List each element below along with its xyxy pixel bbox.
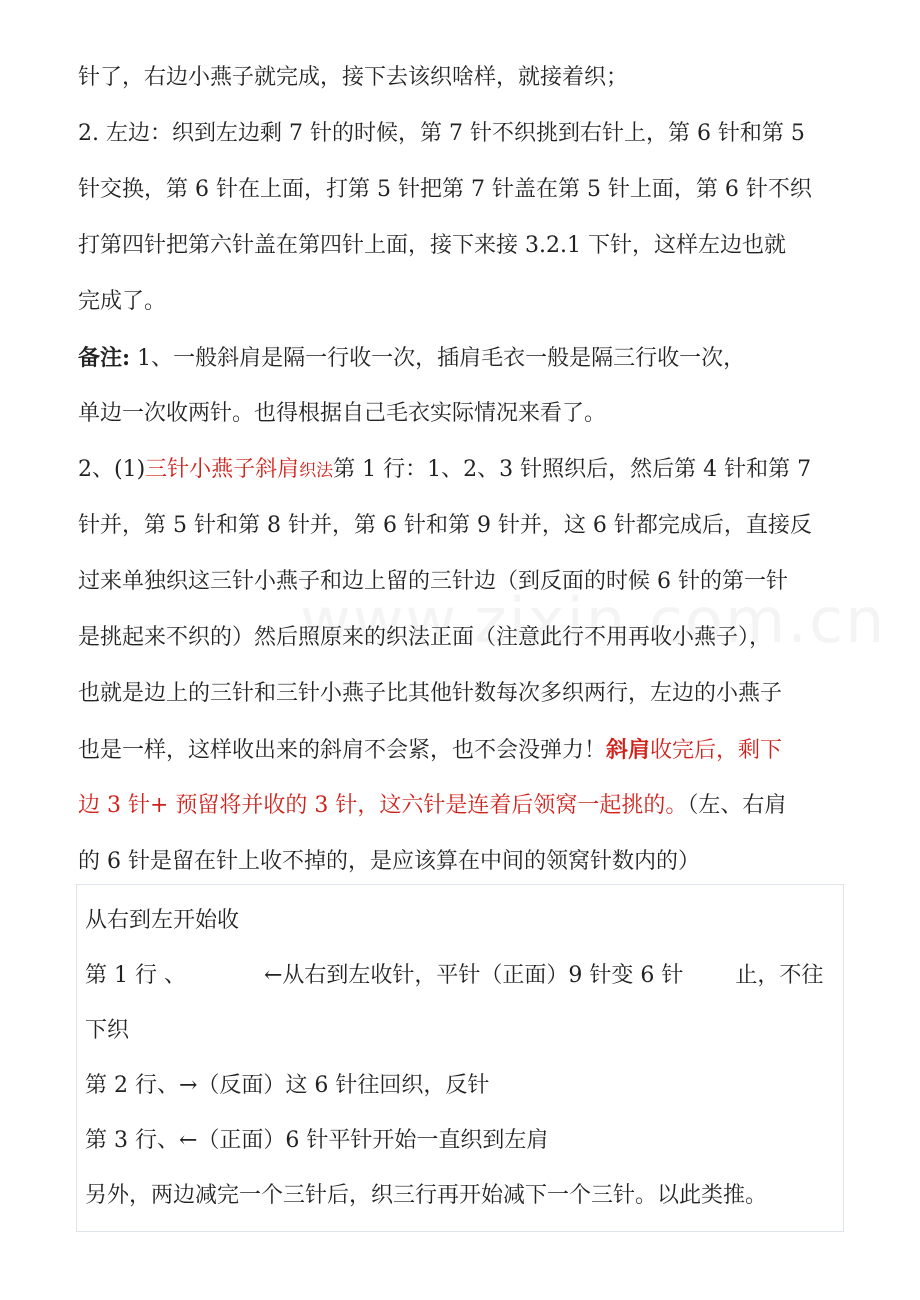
note-text: 1、一般斜肩是隔一行收一次，插肩毛衣一般是隔三行收一次，: [130, 346, 746, 371]
note-line: [78, 330, 846, 386]
document-body: [78, 50, 846, 890]
text-line: 也就是边上的三针和三针小燕子比其他针数每次多织两行，左边的小燕子: [78, 681, 783, 706]
text-line: 是挑起来不织的）然后照原来的织法正面（注意此行不用再收小燕子），: [78, 625, 772, 650]
text-line: 完成了。: [78, 289, 167, 314]
text-line: [78, 722, 846, 778]
note-line: 单边一次收两针。也得根据自己毛衣实际情况来看了。: [78, 401, 607, 426]
text-line: 针交换，第 6 针在上面，打第 5 针把第 7 针盖在第 5 针上面，第 6 针不织: [78, 177, 812, 202]
section-text: 第 1 行：1、2、3 针照织后，然后第 4 针和第 7: [333, 457, 812, 482]
text-line: 打第四针把第六针盖在第四针上面，接下来接 3.2.1 下针，这样左边也就: [78, 233, 786, 258]
text-line: 针并，第 5 针和第 8 针并，第 6 针和第 9 针并，这 6 针都完成后，直接反: [78, 513, 812, 538]
section-title: 三针小燕子斜肩: [145, 457, 300, 482]
box-line: 第 3 行、←（正面）6 针平针开始一直织到左肩: [85, 1128, 549, 1153]
section-title-suffix: 织法: [299, 461, 334, 481]
highlight-text: 边 3 针+ 预留将并收的 3 针，这六针是连着后领窝一起挑的。: [78, 793, 688, 818]
box-line: 另外，两边减完一个三针后，织三行再开始减下一个三针。以此类推。: [85, 1183, 768, 1208]
row-text: ←从右到左收针，平针（正面）9 针变 6 针: [263, 963, 684, 988]
text-line: [78, 778, 846, 834]
text-line: 的 6 针是留在针上收不掉的，是应该算在中间的领窝针数内的）: [78, 849, 700, 874]
text-line: 针了，右边小燕子就完成，接下去该织啥样，就接着织；: [78, 65, 629, 90]
note-label: 备注:: [78, 345, 131, 371]
highlight-bold: 斜肩: [606, 737, 651, 763]
box-line: [85, 948, 837, 1003]
text-segment: 也是一样，这样收出来的斜肩不会紧，也不会没弹力！: [78, 738, 607, 763]
text-line: 过来单独织这三针小燕子和边上留的三针边（到反面的时候 6 针的第一针: [78, 569, 788, 594]
section-heading-line: [78, 442, 846, 498]
section-prefix: 2、(1): [78, 457, 146, 482]
box-line: 第 2 行、→（反面）这 6 针往回织，反针: [85, 1073, 490, 1098]
highlight-text: 收完后，剩下: [650, 738, 783, 763]
box-line: 下织: [85, 1018, 130, 1043]
instruction-box: [76, 884, 844, 1232]
row-text-end: 止，不往: [735, 963, 824, 988]
text-segment: （左、右肩: [687, 793, 787, 818]
row-label: 第 1 行 、: [85, 963, 186, 988]
box-line: 从右到左开始收: [85, 908, 240, 933]
text-line: 2. 左边：织到左边剩 7 针的时候，第 7 针不织挑到右针上，第 6 针和第 5: [78, 121, 805, 146]
